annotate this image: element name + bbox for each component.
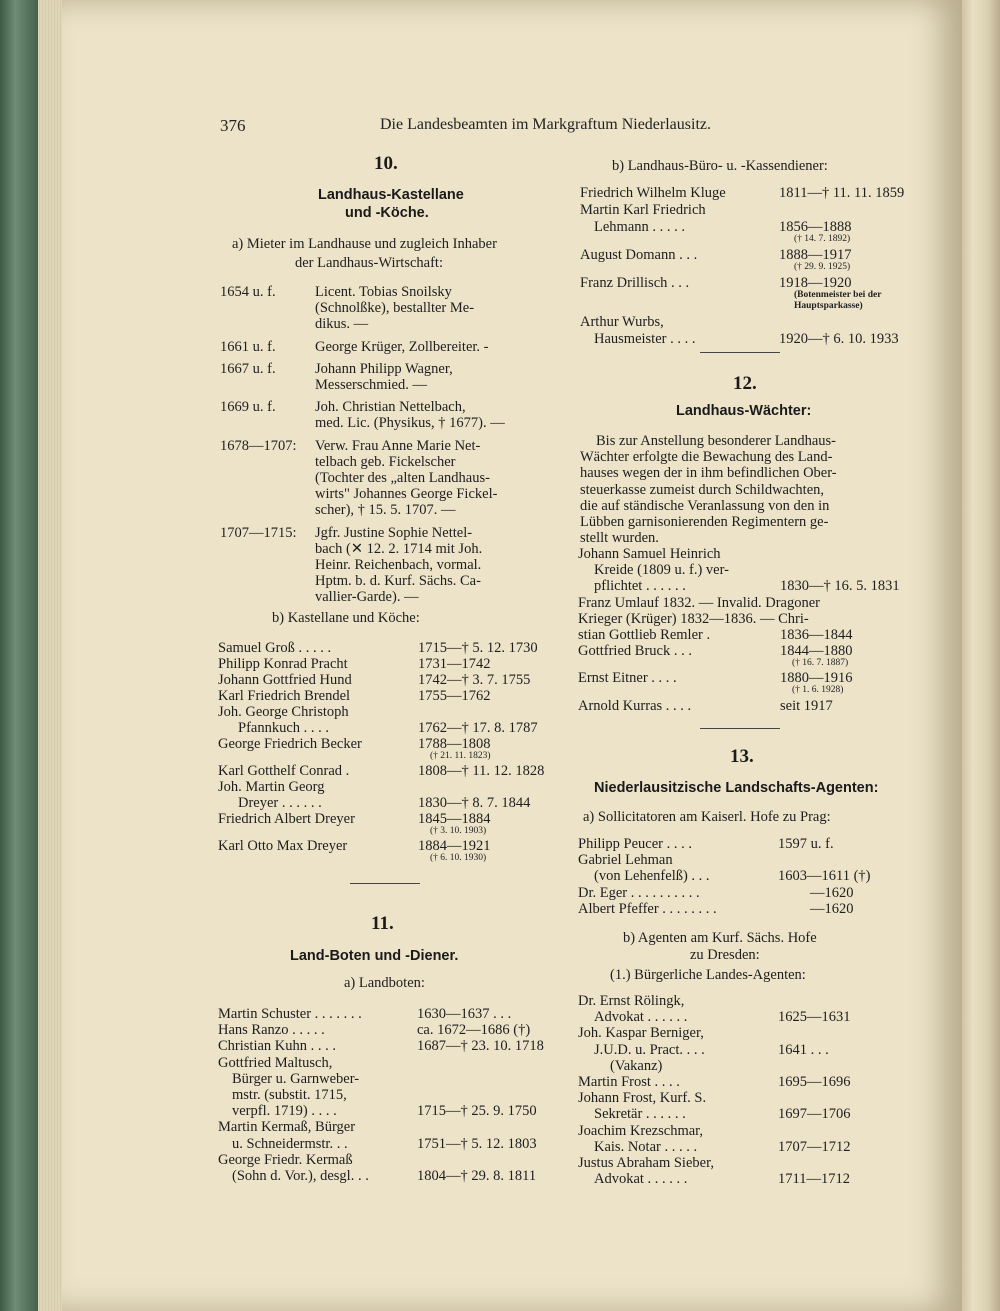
list-item-date: 1884—1921 xyxy=(418,838,491,854)
list-item-name: Gottfried Bruck . . . xyxy=(578,643,692,660)
list-item-date: 1697—1706 xyxy=(778,1106,851,1123)
list-item-name: Friedrich Wilhelm Kluge xyxy=(580,185,726,201)
section-13-title: Niederlausitzische Landschafts-Agenten: xyxy=(594,780,879,796)
entry-text: Licent. Tobias Snoilsky xyxy=(315,284,452,300)
list-item-date: 1630—1637 . . . xyxy=(417,1006,512,1022)
list-item-name: Gottfried Maltusch, xyxy=(218,1054,333,1071)
list-item-date: 1788—1808 xyxy=(418,736,491,752)
list-item-note: († 6. 10. 1930) xyxy=(430,853,487,863)
entry-date: 1667 u. f. xyxy=(220,360,276,377)
entry-date: 1678—1707: xyxy=(220,437,297,454)
paragraph-line: Wächter erfolgte die Bewachung des Land- xyxy=(580,449,833,466)
list-item-date: 1920—† 6. 10. 1933 xyxy=(779,331,899,347)
list-item-name: (von Lehenfelß) . . . xyxy=(594,868,710,885)
list-item-name: Ernst Eitner . . . . xyxy=(578,670,677,687)
sec13-b-heading: b) Agenten am Kurf. Sächs. Hofe xyxy=(623,930,817,946)
paragraph-line: Bis zur Anstellung besonderer Landhaus- xyxy=(596,433,837,449)
entry-date: 1661 u. f. xyxy=(220,338,276,355)
list-item-name: stian Gottlieb Remler . xyxy=(578,627,711,643)
list-item-name: Johann Gottfried Hund xyxy=(218,672,352,688)
list-item-date: 1707—1712 xyxy=(778,1138,851,1155)
entry-text: wirts" Johannes George Fickel- xyxy=(315,486,498,503)
list-item-date: 1808—† 11. 12. 1828 xyxy=(418,763,545,779)
page-number: 376 xyxy=(220,116,246,135)
divider xyxy=(350,883,420,884)
list-item-date: 1715—† 5. 12. 1730 xyxy=(418,640,538,656)
list-item-date: 1830—† 8. 7. 1844 xyxy=(418,795,531,811)
entry-text: (Tochter des „alten Landhaus- xyxy=(315,470,490,486)
list-item-date: 1625—1631 xyxy=(778,1009,851,1026)
list-item-date: 1695—1696 xyxy=(778,1074,851,1090)
list-item-name: Johann Frost, Kurf. S. xyxy=(578,1090,707,1107)
list-item-name: Friedrich Albert Dreyer xyxy=(218,811,355,827)
list-item-name: Kais. Notar . . . . . xyxy=(594,1138,698,1155)
entry-date: 1669 u. f. xyxy=(220,399,276,416)
list-item-name: (Sohn d. Vor.), desgl. . . xyxy=(232,1168,369,1184)
sec10-a-heading-2: der Landhaus-Wirtschaft: xyxy=(295,255,443,271)
list-item-note: († 21. 11. 1823) xyxy=(430,751,491,761)
list-item-date: 1836—1844 xyxy=(780,627,853,643)
list-item-name: Philipp Konrad Pracht xyxy=(218,656,348,672)
entry-text: Johann Philipp Wagner, xyxy=(315,360,453,377)
list-item-name: Bürger u. Garnweber- xyxy=(232,1070,360,1087)
entry-text: Hptm. b. d. Kurf. Sächs. Ca- xyxy=(315,573,481,590)
list-item-name: Advokat . . . . . . xyxy=(594,1171,688,1188)
list-item-name: Martin Karl Friedrich xyxy=(580,202,706,218)
entry-text: Heinr. Reichenbach, vormal. xyxy=(315,557,482,573)
list-item-name: verpfl. 1719) . . . . xyxy=(232,1103,337,1120)
list-item-name: Pfannkuch . . . . xyxy=(238,720,330,736)
list-item-note: († 3. 10. 1903) xyxy=(430,826,487,836)
list-item-date: 1687—† 23. 10. 1718 xyxy=(417,1038,544,1055)
list-item-name: Lehmann . . . . . xyxy=(594,219,686,235)
section-10-title-2: und -Köche. xyxy=(345,205,429,221)
list-item-date: 1711—1712 xyxy=(778,1171,850,1188)
list-item-name: Franz Drillisch . . . xyxy=(580,275,690,291)
list-item-name: Advokat . . . . . . xyxy=(594,1009,688,1026)
entry-text: Verw. Frau Anne Marie Net- xyxy=(315,437,481,454)
list-item-date: 1830—† 16. 5. 1831 xyxy=(780,578,900,595)
list-item-date: 1856—1888 xyxy=(779,219,852,235)
list-item-name: Karl Otto Max Dreyer xyxy=(218,838,348,854)
list-item-date: —1620 xyxy=(810,900,854,917)
list-item-name: Albert Pfeffer . . . . . . . . xyxy=(578,900,717,917)
list-item-date: ca. 1672—1686 (†) xyxy=(417,1022,531,1039)
section-11-number: 11. xyxy=(371,913,394,934)
list-item-note: († 14. 7. 1892) xyxy=(794,234,851,244)
entry-text: Joh. Christian Nettelbach, xyxy=(315,399,466,416)
paragraph-line: hauses wegen der in ihm befindlichen Ober- xyxy=(580,465,837,482)
list-item-name: Karl Friedrich Brendel xyxy=(218,688,351,704)
list-item-date: —1620 xyxy=(810,884,854,901)
entry-text: dikus. — xyxy=(315,316,369,333)
list-item-date: 1603—1611 (†) xyxy=(778,868,871,885)
list-item-name: Johann Samuel Heinrich xyxy=(578,546,721,562)
entry-text: bach (✕ 12. 2. 1714 mit Joh. xyxy=(315,540,483,557)
list-item-note: (Botenmeister bei der Hauptsparkasse) xyxy=(794,290,882,311)
entry-text: scher), † 15. 5. 1707. — xyxy=(315,502,456,519)
list-item-name: Justus Abraham Sieber, xyxy=(578,1155,714,1171)
paragraph-line: Lübben garnisonierenden Regimentern ge- xyxy=(580,514,829,530)
entry-date: 1654 u. f. xyxy=(220,284,276,300)
section-13-number: 13. xyxy=(730,746,754,767)
secB-heading: b) Landhaus-Büro- u. -Kassendiener: xyxy=(612,158,828,174)
list-item-name: Hausmeister . . . . xyxy=(594,331,696,347)
book-spine xyxy=(0,0,38,1311)
list-item-name: Philipp Peucer . . . . xyxy=(578,836,692,852)
list-item-note: († 16. 7. 1887) xyxy=(792,658,849,669)
divider xyxy=(700,728,780,729)
section-10-title: Landhaus-Kastellane xyxy=(318,187,464,203)
list-item-name: pflichtet . . . . . . xyxy=(594,578,686,595)
section-10-number: 10. xyxy=(374,153,398,174)
list-item-name: Samuel Groß . . . . . xyxy=(218,640,332,656)
list-item-date: 1880—1916 xyxy=(780,670,853,687)
list-item-date: 1845—1884 xyxy=(418,811,491,827)
list-item-date: seit 1917 xyxy=(780,697,833,714)
entry-date: 1707—1715: xyxy=(220,524,297,541)
list-item-date: 1731—1742 xyxy=(418,656,491,672)
list-item-name: Karl Gotthelf Conrad . xyxy=(218,763,350,779)
entry-text: Messerschmied. — xyxy=(315,377,427,393)
list-item-date: 1918—1920 xyxy=(779,275,852,291)
entry-text: med. Lic. (Physikus, † 1677). — xyxy=(315,415,505,432)
section-12-number: 12. xyxy=(733,373,757,394)
list-item-name: u. Schneidermstr. . . xyxy=(232,1135,348,1152)
sec13-b-heading-2: zu Dresden: xyxy=(690,947,760,963)
list-item-name: Franz Umlauf 1832. — Invalid. Dragoner xyxy=(578,594,821,611)
list-item-date: 1742—† 3. 7. 1755 xyxy=(418,672,531,688)
list-item-date: 1888—1917 xyxy=(779,247,852,263)
entry-text: telbach geb. Fickelscher xyxy=(315,453,456,470)
list-item-name: (Vakanz) xyxy=(610,1057,663,1074)
list-item-name: Krieger (Krüger) 1832—1836. — Chri- xyxy=(578,610,809,627)
running-title: Die Landesbeamten im Markgraftum Niederlausitz. xyxy=(380,116,711,133)
list-item-name: Joachim Krezschmar, xyxy=(578,1122,704,1139)
list-item-name: Joh. George Christoph xyxy=(218,704,349,720)
list-item-date: 1751—† 5. 12. 1803 xyxy=(417,1135,537,1152)
list-item-name: Arnold Kurras . . . . xyxy=(578,697,692,714)
list-item-name: George Friedr. Kermaß xyxy=(218,1151,353,1168)
sec13-a-heading: a) Sollicitatoren am Kaiserl. Hofe zu Prag: xyxy=(583,809,831,825)
section-11-title: Land-Boten und -Diener. xyxy=(290,948,459,964)
list-item-name: Gabriel Lehman xyxy=(578,852,673,869)
list-item-name: Dreyer . . . . . . xyxy=(238,795,322,811)
list-item-name: August Domann . . . xyxy=(580,247,698,263)
sec10-b-heading: b) Kastellane und Köche: xyxy=(272,610,420,626)
list-item-name: Sekretär . . . . . . xyxy=(594,1106,686,1123)
list-item-name: J.U.D. u. Pract. . . . xyxy=(594,1041,705,1058)
list-item-date: 1597 u. f. xyxy=(778,836,834,852)
paragraph-line: die auf ständische Veranlassung von den in xyxy=(580,497,830,514)
entry-text: (Schnolßke), bestallter Me- xyxy=(315,300,475,317)
list-item-date: 1715—† 25. 9. 1750 xyxy=(417,1103,537,1120)
entry-text: vallier-Garde). — xyxy=(315,589,419,606)
list-item-date: 1641 . . . xyxy=(778,1041,829,1058)
list-item-name: mstr. (substit. 1715, xyxy=(232,1087,347,1103)
list-item-name: Christian Kuhn . . . . xyxy=(218,1038,337,1055)
sec11-a-heading: a) Landboten: xyxy=(344,975,425,991)
list-item-date: 1844—1880 xyxy=(780,643,853,660)
list-item-name: Dr. Eger . . . . . . . . . . xyxy=(578,884,700,901)
list-item-name: Martin Frost . . . . xyxy=(578,1074,680,1090)
sec13-b-sub: (1.) Bürgerliche Landes-Agenten: xyxy=(610,967,806,983)
entry-text: George Krüger, Zollbereiter. - xyxy=(315,338,489,355)
list-item-name: Hans Ranzo . . . . . xyxy=(218,1022,325,1039)
list-item-note: († 1. 6. 1928) xyxy=(792,685,844,696)
list-item-date: 1811—† 11. 11. 1859 xyxy=(779,185,905,201)
list-item-date: 1804—† 29. 8. 1811 xyxy=(417,1168,537,1184)
facing-page-edge xyxy=(962,0,1000,1311)
list-item-date: 1755—1762 xyxy=(418,688,491,704)
list-item-name: Martin Schuster . . . . . . . xyxy=(218,1006,362,1022)
list-item-name: Kreide (1809 u. f.) ver- xyxy=(594,562,729,579)
sec10-a-heading: a) Mieter im Landhause und zugleich Inhaber xyxy=(232,236,497,252)
list-item-name: George Friedrich Becker xyxy=(218,736,362,752)
list-item-name: Joh. Martin Georg xyxy=(218,779,325,795)
list-item-date: 1762—† 17. 8. 1787 xyxy=(418,720,538,736)
list-item-note: († 29. 9. 1925) xyxy=(794,262,851,272)
paragraph-line: stellt wurden. xyxy=(580,530,659,547)
list-item-name: Dr. Ernst Rölingk, xyxy=(578,993,685,1009)
section-12-title: Landhaus-Wächter: xyxy=(676,403,812,419)
paragraph-line: steuerkasse zumeist durch Schildwachten, xyxy=(580,481,825,498)
divider xyxy=(700,352,780,353)
list-item-name: Arthur Wurbs, xyxy=(580,314,664,330)
list-item-name: Martin Kermaß, Bürger xyxy=(218,1119,356,1136)
entry-text: Jgfr. Justine Sophie Nettel- xyxy=(315,524,473,541)
list-item-name: Joh. Kaspar Berniger, xyxy=(578,1025,704,1042)
